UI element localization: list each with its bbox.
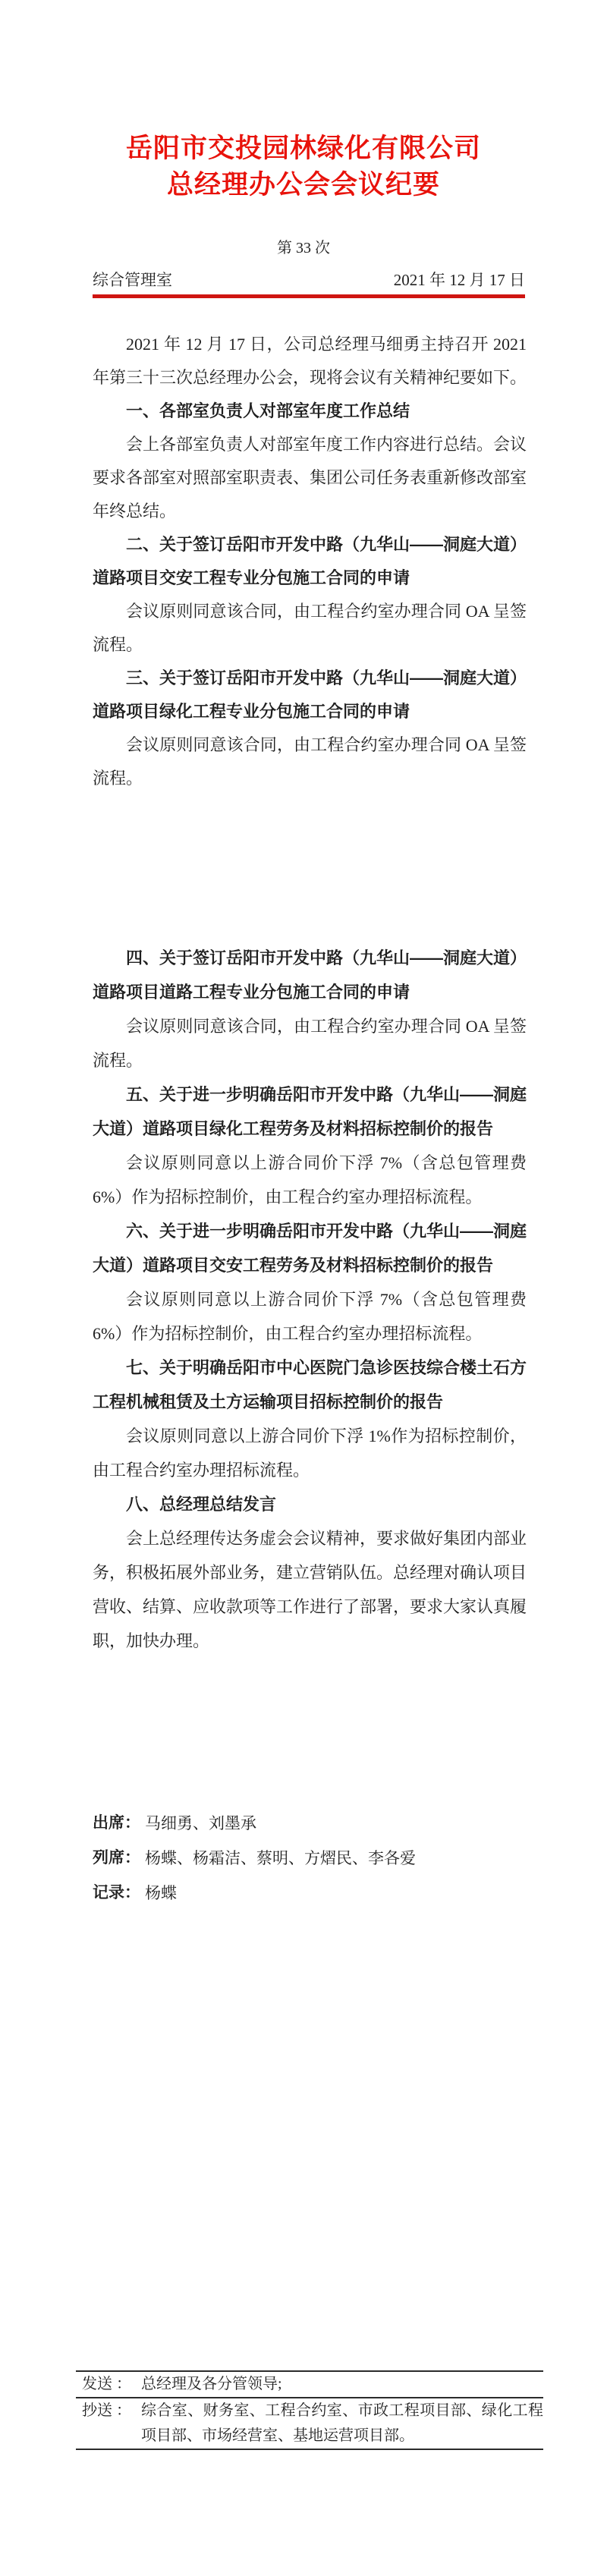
distribution-footer xyxy=(76,2370,543,2450)
body-page-2 xyxy=(93,941,527,1658)
section-resolution-8: 会上总经理传达务虚会会议精神，要求做好集团内部业务，积极拓展外部业务，建立营销队伍。总经理对确认项目营收、结算、应收款项等工作进行了部署，要求大家认真履职，加快办理。 xyxy=(93,1529,527,1650)
observers-names: 杨蝶、杨霜洁、蔡明、方熠民、李各爱 xyxy=(145,1849,416,1867)
recorder-label: 记录： xyxy=(93,1884,140,1901)
attendance-present-row xyxy=(93,1806,527,1841)
recorder-name: 杨蝶 xyxy=(145,1884,177,1902)
present-names: 马细勇、刘墨承 xyxy=(145,1814,256,1832)
cc-recipients: 综合室、财务室、工程合约室、市政工程项目部、绿化工程项目部、市场经营室、基地运营项目部。 xyxy=(141,2402,543,2444)
attendance-observers-row xyxy=(93,1841,527,1876)
document-date: 2021 年 12 月 17 日 xyxy=(393,271,525,289)
intro-paragraph: 2021 年 12 月 17 日，公司总经理马细勇主持召开 2021 年第三十三次总经理办公会，现将会议有关精神纪要如下。 xyxy=(93,335,527,387)
attendance-recorder-row xyxy=(93,1876,527,1911)
section-heading-3: 三、关于签订岳阳市开发中路（九华山——洞庭大道）道路项目绿化工程专业分包施工合同的申请 xyxy=(93,668,527,721)
observers-label: 列席： xyxy=(93,1849,140,1867)
section-resolution-3: 会议原则同意该合同，由工程合约室办理合同 OA 呈签流程。 xyxy=(93,735,527,788)
body-page-1 xyxy=(93,328,527,795)
section-resolution-4: 会议原则同意该合同，由工程合约室办理合同 OA 呈签流程。 xyxy=(93,1017,527,1070)
section-heading-1: 一、各部室负责人对部室年度工作总结 xyxy=(126,401,410,420)
section-resolution-2: 会议原则同意该合同，由工程合约室办理合同 OA 呈签流程。 xyxy=(93,602,527,654)
send-label: 发送 ： xyxy=(82,2376,131,2392)
title-line-2: 总经理办公会会议纪要 xyxy=(166,170,440,200)
section-resolution-7: 会议原则同意以上游合同价下浮 1%作为招标控制价，由工程合约室办理招标流程。 xyxy=(93,1426,527,1480)
section-heading-2: 二、关于签订岳阳市开发中路（九华山——洞庭大道）道路项目交安工程专业分包施工合同的申请 xyxy=(93,535,527,587)
section-resolution-6: 会议原则同意以上游合同价下浮 7%（含总包管理费 6%）作为招标控制价，由工程合约室办理招标流程。 xyxy=(93,1290,527,1343)
issuer-row xyxy=(93,269,525,291)
section-heading-8: 八、总经理总结发言 xyxy=(126,1495,277,1514)
document-title xyxy=(0,131,607,203)
attendance-block xyxy=(93,1806,527,1911)
cc-label: 抄送 ： xyxy=(82,2402,131,2419)
section-heading-6: 六、关于进一步明确岳阳市开发中路（九华山——洞庭大道）道路项目交安工程劳务及材料招标控制价的报告 xyxy=(93,1222,527,1275)
send-recipients: 总经理及各分管领导; xyxy=(141,2376,282,2392)
section-heading-4: 四、关于签订岳阳市开发中路（九华山——洞庭大道）道路项目道路工程专业分包施工合同的申请 xyxy=(93,948,527,1002)
present-label: 出席： xyxy=(93,1814,140,1832)
issuing-office: 综合管理室 xyxy=(93,271,172,289)
section-resolution-1: 会上各部室负责人对部室年度工作内容进行总结。会议要求各部室对照部室职责表、集团公司任务表重新修改部室年终总结。 xyxy=(93,435,527,521)
section-heading-5: 五、关于进一步明确岳阳市开发中路（九华山——洞庭大道）道路项目绿化工程劳务及材料招标控制价的报告 xyxy=(93,1085,527,1138)
title-line-1: 岳阳市交投园林绿化有限公司 xyxy=(125,134,481,163)
cc-row xyxy=(76,2398,543,2449)
footer-rule-bottom xyxy=(76,2449,543,2450)
section-heading-7: 七、关于明确岳阳市中心医院门急诊医技综合楼土石方工程机械租赁及土方运输项目招标控制价的报告 xyxy=(93,1358,527,1411)
send-row xyxy=(76,2372,543,2397)
meeting-number: 第 33 次 xyxy=(277,240,330,256)
section-resolution-5: 会议原则同意以上游合同价下浮 7%（含总包管理费 6%）作为招标控制价，由工程合约室办理招标流程。 xyxy=(93,1153,527,1206)
red-divider-rule xyxy=(93,294,525,298)
